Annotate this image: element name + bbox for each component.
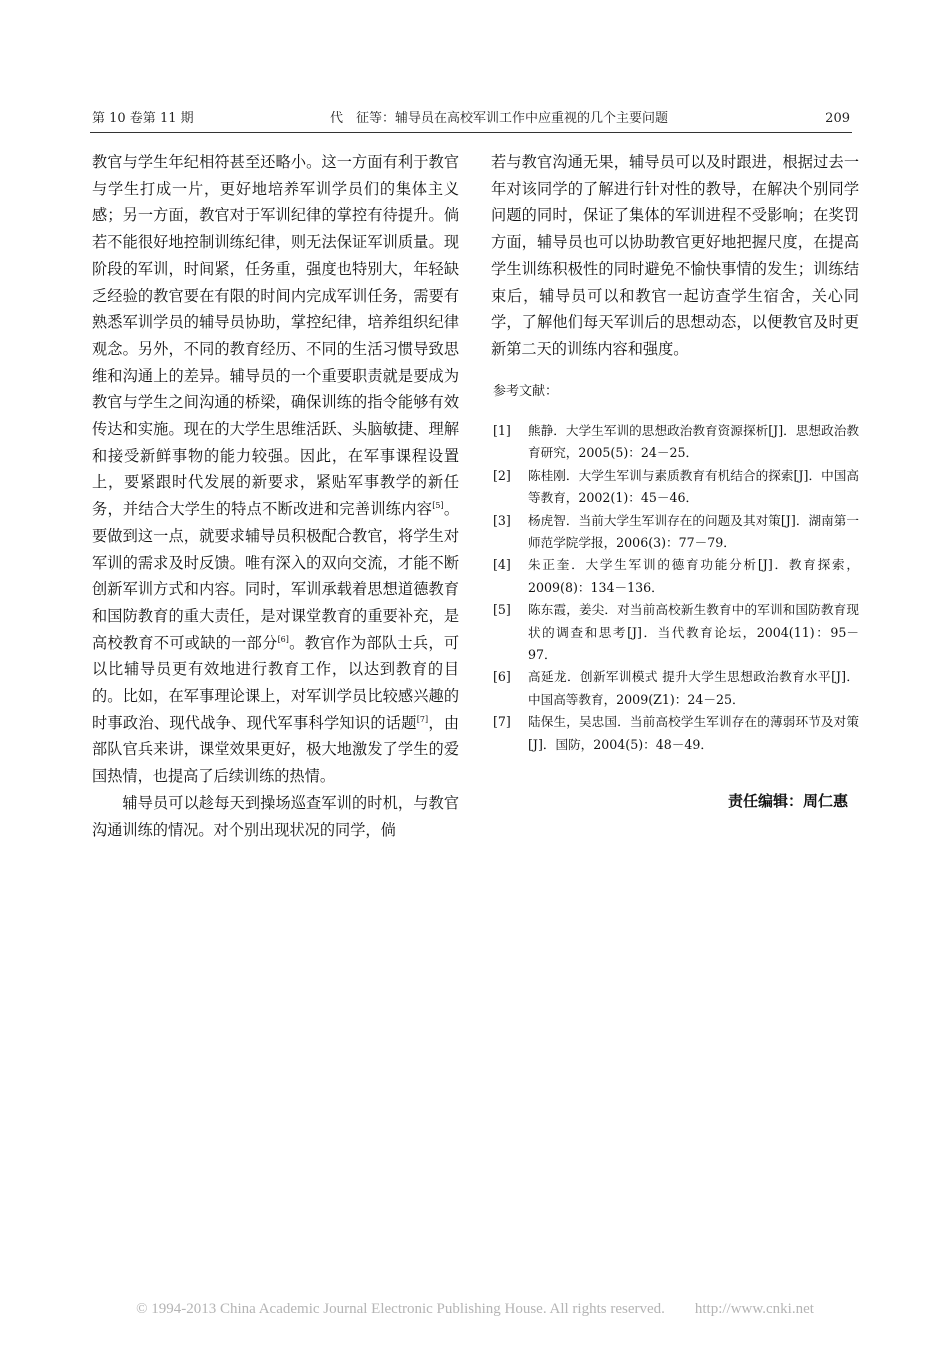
- copyright-watermark: © 1994-2013 China Academic Journal Electronic Publishing House. All rights reserved. http://www.cnki.net: [136, 1301, 814, 1317]
- article-title-header: 代 征等：辅导员在高校军训工作中应重视的几个主要问题: [330, 111, 669, 126]
- page-number: 209: [825, 111, 850, 126]
- references-title: 参考文献：: [493, 384, 559, 399]
- reference-item: [6] 高延龙．创新军训模式 提升大学生思想政治教育水平[J]．中国高等教育，2009(Z1)：24－25．: [493, 669, 859, 707]
- header-rule: [90, 132, 852, 133]
- reference-item: [3] 杨虎智．当前大学生军训存在的问题及其对策[J]．湖南第一师范学院学报，2006(3)：77－79．: [493, 512, 859, 551]
- citation-7[interactable]: [7]: [416, 714, 429, 724]
- reference-item: [1] 熊静．大学生军训的思想政治教育资源探析[J]．思想政治教育研究，2005(5)：24－25．: [493, 423, 859, 461]
- left-column: [92, 149, 459, 843]
- reference-item: [4] 朱正奎．大学生军训的德育功能分析[J]．教育探索，2009(8)：134－136．: [493, 557, 859, 595]
- responsible-editor: 责任编辑：周仁惠: [728, 792, 849, 810]
- journal-issue: 第 10 卷第 11 期: [92, 111, 194, 126]
- right-column: [491, 149, 859, 363]
- running-header: [92, 108, 850, 130]
- reference-item: [2] 陈桂刚．大学生军训与素质教育有机结合的探索[J]．中国高等教育，2002(1)：45－46．: [493, 467, 859, 506]
- right-paragraph-1: 若与教官沟通无果，辅导员可以及时跟进，根据过去一年对该同学的了解进行针对性的教导，在解决个别同学问题的同时，保证了集体的军训进程不受影响；在奖罚方面，辅导员也可以协助教官更好地把握尺度，在提高学生训练积极性的同时避免不愉快事情的发生；训练结束后，辅导员可以和教官一起访查学生宿舍，关心同学，了解他们每天军训后的思想动态，以便教官及时更新第二天的训练内容和强度。: [491, 153, 859, 358]
- citation-5[interactable]: [5]: [432, 501, 444, 511]
- reference-item: [7] 陆保生，吴忠国．当前高校学生军训存在的薄弱环节及对策[J]．国防，2004(5)：48－49．: [493, 714, 859, 752]
- reference-list: [493, 420, 859, 756]
- left-paragraph-1: 教官与学生年纪相符甚至还略小。这一方面有利于教官与学生打成一片，更好地培养军训学员们的集体主义感；另一方面，教官对于军训纪律的掌控有待提升。倘若不能很好地控制训练纪律，则无法保证军训质量。现阶段的军训，时间紧，任务重，强度也特别大，年轻缺乏经验的教官要在有限的时间内完成军训任务，需要有熟悉军训学员的辅导员协助，掌控纪律，培养组织纪律观念。另外，不同的教育经历、不同的生活习惯导致思维和沟通上的差异。辅导员的一个重要职责就是要成为教官与学生之间沟通的桥梁，确保训练的指令能够有效传达和实施。现在的大学生思维活跃、头脑敏捷、理解和接受新鲜事物的能力较强。因此，在军事课程设置上，要紧跟时代发展的新要求，紧贴军事教学的新任务，并结合大学生的特点不断改进和完善训练内容[5]。要做到这一点，就要求辅导员积极配合教官，将学生对军训的需求及时反馈。唯有深入的双向交流，才能不断创新军训方式和内容。同时，军训承载着思想道德教育和国防教育的重大责任，是对课堂教育的重要补充，是高校教育不可或缺的一部分[6]。教官作为部队士兵，可以比辅导员更有效地进行教育工作，以达到教育的目的。比如，在军事理论课上，对军训学员比较感兴趣的时事政治、现代战争、现代军事科学知识的话题[7]，由部队官兵来讲，课堂效果更好，极大地激发了学生的爱国热情，也提高了后续训练的热情。: [92, 153, 460, 786]
- citation-6[interactable]: [6]: [277, 634, 289, 644]
- reference-item: [5] 陈东霞，姜尖．对当前高校新生教育中的军训和国防教育现状的调查和思考[J]．当代教育论坛，2004(11)：95－97．: [493, 602, 859, 663]
- left-paragraph-2: 辅导员可以趁每天到操场巡查军训的时机，与教官沟通训练的情况。对个别出现状况的同学，倘: [92, 793, 459, 839]
